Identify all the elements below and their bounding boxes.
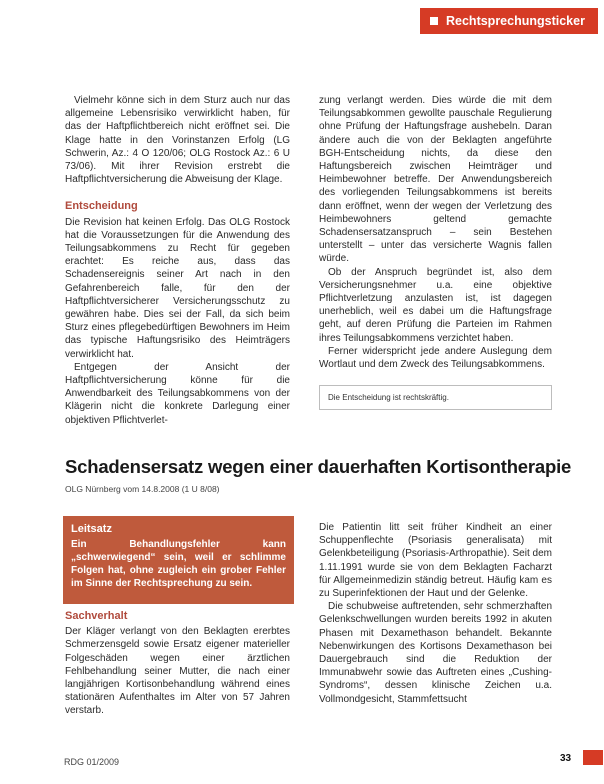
article-title: Schadensersatz wegen einer dauerhaften Kortisontherapie	[65, 456, 572, 477]
leitsatz-text: Ein Behandlungsfehler kann „schwerwiegend“ sein, weil er schlimme Folgen hat, ohne zugleich ein grober Fehler im Sinne der Rechtsprechung zu sein.	[71, 539, 286, 589]
paragraph: zung verlangt werden. Dies würde die mit dem Teilungsabkommen gewollte pauschale Regulierung ohne Prüfung der Haftungsfrage aushebeln. Daran ändere auch die von der Beklagten angeführte BGH-Entscheidung nichts, da diese den Haftungsbereich zwischen Heimträger und Heimbewohner betreffe. Der Anwendungsbereich des vorliegenden Teilungsabkommens ist bereits dann eröffnet, wenn der wegen der Verletzung des Heimbewohners geltend gemachte Schadensersatzanspruch – sein Bestehen unterstellt – unter das versicherte Wagnis fallen würde.	[319, 95, 552, 265]
bottom-right-column	[319, 521, 552, 706]
page-number: 33	[560, 753, 572, 764]
note-box: Die Entscheidung ist rechtskräftig.	[319, 385, 552, 410]
subheading-entscheidung: Entscheidung	[65, 200, 138, 213]
paragraph: Ferner widerspricht jede andere Auslegung dem Wortlaut und dem Zweck des Teilungsabkommens.	[319, 345, 552, 371]
square-icon	[430, 17, 438, 25]
leitsatz-box	[63, 516, 294, 604]
footer-issue: RDG 01/2009	[64, 757, 120, 767]
paragraph: Die schubweise auftretenden, sehr schmerzhaften Gelenkschwellungen wurden bereits 1992 in akuten Phasen mit Dexamethason behandelt. Bekannte Nebenwirkungen des Kortisons Dexamethason bei Dauergebrauch sind die Reduktion der Immunabwehr sowie das Auftreten eines „Cushing-Syndroms“, dessen klinische Zeichen u.a. Vollmondgesicht, Stammfettsucht	[319, 601, 552, 705]
article-source: OLG Nürnberg vom 14.8.2008 (1 U 8/08)	[65, 484, 220, 494]
section-banner-label: Rechtsprechungsticker	[446, 14, 585, 28]
section-banner	[420, 8, 598, 34]
paragraph: Entgegen der Ansicht der Haftpflichtversicherung könne für die Anwendbarkeit des Teilungsabkommens von der Klägerin nicht die konkrete Darlegung einer objektiven Pflichtverlet-	[65, 361, 290, 426]
subheading-sachverhalt: Sachverhalt	[65, 610, 128, 622]
footer-accent-bar	[583, 750, 603, 765]
paragraph: Die Patientin litt seit früher Kindheit an einer Schuppenflechte (Psoriasis generalisata) mit Gelenkbeteiligung (Psoriasis-Arthropathie). Seit dem 1.11.1991 wurde sie von dem Beklagten Facharzt für Allgemeinmedizin ständig betreut. Häufig kam es zu Superinfektionen der Haut und der Gelenke.	[319, 522, 552, 600]
top-right-column	[319, 94, 552, 410]
top-left-column	[65, 94, 290, 427]
leitsatz-title: Leitsatz	[71, 523, 112, 535]
paragraph: Der Kläger verlangt von den Beklagten ererbtes Schmerzensgeld sowie Ersatz eigener materieller Folgeschäden wegen einer ärztlichen Fehlbehandlung seiner Mutter, die nach einer langjährigen Kortisonbehandlung während eines stationären Aufenthaltes im Alter von 57 Jahren verstarb.	[65, 626, 290, 717]
paragraph: Vielmehr könne sich in dem Sturz auch nur das allgemeine Lebensrisiko verwirklicht haben, für das der Haftpflichtbereich nicht eröffnet sei. Die Klage hatte in den Vorinstanzen Erfolg (LG Schwerin, Az.: 4 O 120/06; OLG Rostock Az.: 6 U 73/06). Mit ihrer Revision erstrebt die Haftpflichtversicherung die Abweisung der Klage.	[65, 95, 290, 186]
paragraph: Ob der Anspruch begründet ist, also dem Versicherungsnehmer u.a. eine objektive Pflichtverletzung anzulasten ist, ist dagegen unerheblich, weil es dabei um die Haftungsfrage geht, auf deren Prüfung die Parteien im Rahmen ihres Teilungsabkommens verzichtet haben.	[319, 266, 552, 344]
bottom-left-column	[65, 610, 290, 718]
paragraph: Die Revision hat keinen Erfolg. Das OLG Rostock hat die Voraussetzungen für die Anwendung des Teilungsabkommens zu Recht für gegeben erachtet: Es reiche aus, dass das Schadensereignis seiner Art nach in den Gefahrenbereich falle, für den der Haftpflichtversicherer Versicherungsschutz zu gewähren habe. Dies sei der Fall, da sich beim Sturz eines pflegebedürftigen Bewohners im Heim das typische Haftungsrisiko des Heimträgers verwirklicht hat.	[65, 216, 290, 360]
